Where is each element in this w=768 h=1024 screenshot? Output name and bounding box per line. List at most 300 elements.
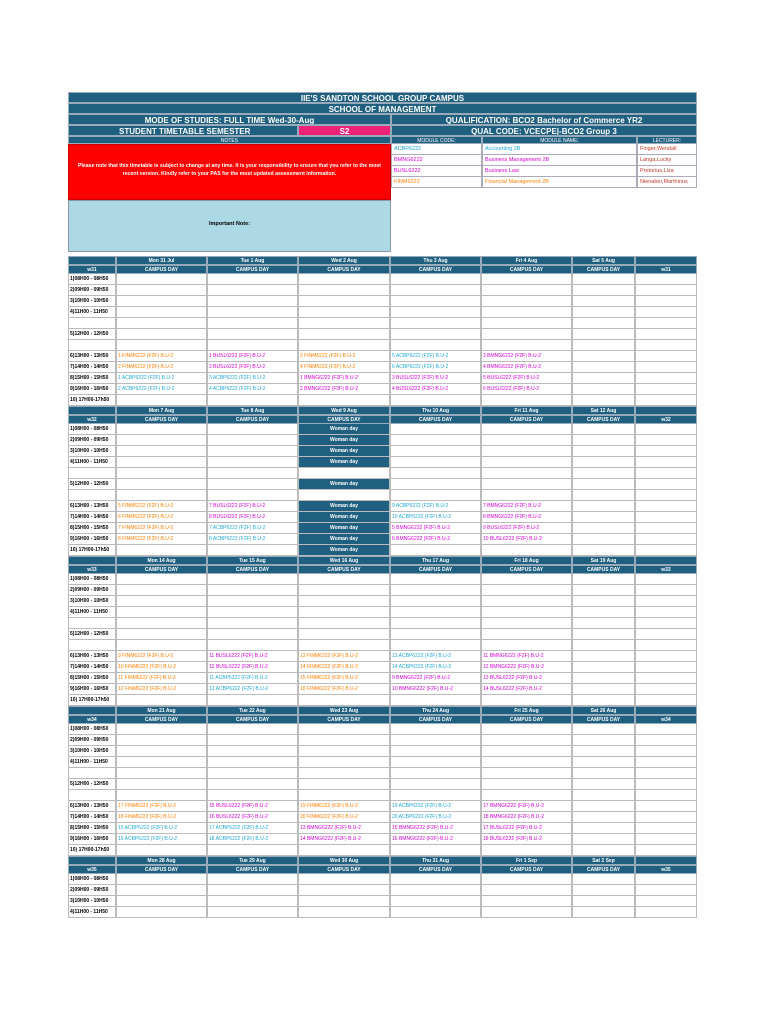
module-row: [391, 155, 697, 166]
timetable-cell: [207, 468, 298, 479]
timetable-cell: Woman day: [298, 501, 390, 512]
timetable-cell: 2 BMNG6222 (F2F) B.U-2: [298, 384, 390, 395]
timetable-cell: 5 BMNG6222 (F2F) B.U-2: [390, 523, 481, 534]
timeslot-row: [68, 618, 697, 629]
timetable-cell: 16 FINM6222 (F2F) B.U-2: [298, 684, 390, 695]
timetable-cell: [298, 340, 390, 351]
timetable-cell: [572, 362, 635, 373]
timetable-cell: [298, 768, 390, 779]
timetable-cell: [635, 757, 697, 768]
timeslot-label: 4)11H00 - 11H50: [68, 307, 116, 318]
timetable-cell: [390, 318, 481, 329]
timeslot-label: 5)12H00 - 12H50: [68, 479, 116, 490]
timetable-cell: [572, 684, 635, 695]
timetable-cell: [635, 318, 697, 329]
campus-day-label: CAMPUS DAY: [207, 865, 298, 874]
timetable-cell: [207, 318, 298, 329]
timetable-cell: [481, 618, 572, 629]
week-label: w33: [68, 565, 116, 574]
timetable-cell: [390, 424, 481, 435]
timetable-cell: [116, 457, 207, 468]
timetable-cell: [572, 329, 635, 340]
timetable-cell: [116, 607, 207, 618]
timeslot-label: 9)16H00 - 16H50: [68, 684, 116, 695]
lecturer-name: Pretorius,Liza: [637, 166, 697, 177]
timeslot-label: 4)11H00 - 11H50: [68, 457, 116, 468]
timetable-cell: 14 BUSL6222 (F2F) B.U-2: [481, 684, 572, 695]
timeslot-label: 2)09H00 - 09H50: [68, 285, 116, 296]
timetable-cell: [572, 607, 635, 618]
module-code: ACBP6222: [391, 144, 482, 155]
timetable-cell: [481, 307, 572, 318]
timetable-cell: [481, 545, 572, 556]
timetable-cell: [207, 596, 298, 607]
mode-of-studies: MODE OF STUDIES: FULL TIME Wed-30-Aug: [68, 114, 391, 125]
day-header: Fri 11 Aug: [481, 406, 572, 415]
timetable-cell: 17 FINM6222 (F2F) B.U-2: [116, 801, 207, 812]
timetable-cell: [207, 424, 298, 435]
timetable-cell: [207, 746, 298, 757]
timetable-cell: 5 BUSL6222 (F2F) B.U-2: [481, 373, 572, 384]
timetable-cell: [635, 724, 697, 735]
timetable-cell: 11 BMNG6222 (F2F) B.U-2: [481, 651, 572, 662]
timetable-cell: [298, 285, 390, 296]
campus-day-label: CAMPUS DAY: [116, 415, 207, 424]
timetable-cell: [298, 318, 390, 329]
campus-day-label: CAMPUS DAY: [298, 865, 390, 874]
timeslot-label: 7)14H00 - 14H50: [68, 362, 116, 373]
timetable-cell: [390, 468, 481, 479]
timetable-cell: [116, 479, 207, 490]
timetable-cell: 8 FINM6222 (F2F) B.U-2: [116, 534, 207, 545]
timeslot-row: [68, 512, 697, 523]
timeslot-row: [68, 373, 697, 384]
timetable-cell: [116, 340, 207, 351]
campus-day-label: CAMPUS DAY: [298, 565, 390, 574]
timeslot-row: [68, 446, 697, 457]
timetable-cell: [481, 468, 572, 479]
module-name-heading: MODULE NAME:: [482, 136, 637, 144]
timetable-cell: [390, 618, 481, 629]
timetable-cell: [481, 296, 572, 307]
day-header: Fri 18 Aug: [481, 556, 572, 565]
timeslot-label: [68, 340, 116, 351]
timetable-cell: [298, 896, 390, 907]
timetable-cell: [116, 618, 207, 629]
timetable-cell: [635, 629, 697, 640]
timeslot-row: [68, 629, 697, 640]
timeslot-label: 3)10H00 - 10H50: [68, 896, 116, 907]
day-header: Sat 5 Aug: [572, 256, 635, 265]
notice-banner: Please note that this timetable is subject to change at any time. It is your responsibility to ensure that you refer to the most recent version. Kindly refer to your PAS for the most updated assessment information.: [68, 144, 391, 200]
timetable-cell: 7 BUSL6222 (F2F) B.U-2: [207, 501, 298, 512]
campus-day-label: CAMPUS DAY: [390, 715, 481, 724]
module-name: Financial Management 2B: [482, 177, 637, 188]
timetable-cell: [635, 651, 697, 662]
timeslot-row: [68, 318, 697, 329]
timetable-cell: Woman day: [298, 446, 390, 457]
module-row: [391, 177, 697, 188]
timetable-cell: 16 BUSL6222 (F2F) B.U-2: [207, 812, 298, 823]
timetable-cell: [572, 457, 635, 468]
timetable-cell: [635, 512, 697, 523]
timetable-cell: 14 FINM6222 (F2F) B.U-2: [298, 662, 390, 673]
timetable-cell: 15 BMNG6222 (F2F) B.U-2: [390, 823, 481, 834]
timeslot-label: [68, 640, 116, 651]
module-name: Accounting 2B: [482, 144, 637, 155]
timetable-cell: 4 FINM6222 (F2F) B.U-2: [298, 362, 390, 373]
timetable-cell: [572, 896, 635, 907]
qual-code: QUAL CODE: VCECPE|-BCO2 Group 3: [391, 125, 697, 136]
timetable-cell: [207, 585, 298, 596]
timetable-cell: [572, 534, 635, 545]
timeslot-row: [68, 790, 697, 801]
timeslot-label: [68, 768, 116, 779]
timetable-cell: [116, 285, 207, 296]
timetable-cell: [298, 307, 390, 318]
week-block: [68, 406, 697, 556]
module-code: FINM6222: [391, 177, 482, 188]
timetable-cell: [572, 501, 635, 512]
timetable-cell: [116, 296, 207, 307]
timetable-cell: [635, 340, 697, 351]
timetable-cell: Woman day: [298, 424, 390, 435]
header-cell: [68, 256, 116, 265]
campus-day-label: CAMPUS DAY: [572, 265, 635, 274]
timeslot-row: [68, 501, 697, 512]
timetable-cell: [116, 640, 207, 651]
timetable-cell: [116, 746, 207, 757]
campus-day-label: CAMPUS DAY: [390, 265, 481, 274]
timetable-cell: 17 BMNG6222 (F2F) B.U-2: [481, 801, 572, 812]
timetable-cell: 18 ACBP6222 (F2F) B.U-2: [207, 834, 298, 845]
timetable-cell: 9 FINM6222 (F2F) B.U-2: [116, 651, 207, 662]
campus-day-label: CAMPUS DAY: [116, 265, 207, 274]
day-header: Mon 31 Jul: [116, 256, 207, 265]
timetable-cell: [390, 724, 481, 735]
timetable-cell: 9 ACBP6222 (F2F) B.U-2: [390, 501, 481, 512]
module-code-heading: MODULE CODE:: [391, 136, 482, 144]
timetable-cell: [635, 424, 697, 435]
timetable-cell: [481, 585, 572, 596]
header-cell: [68, 706, 116, 715]
timetable-cell: 19 FINM6222 (F2F) B.U-2: [298, 801, 390, 812]
timetable-cell: [390, 457, 481, 468]
campus-day-label: CAMPUS DAY: [572, 565, 635, 574]
timetable-cell: [481, 329, 572, 340]
module-row: [391, 166, 697, 177]
timeslot-row: [68, 329, 697, 340]
timetable-cell: [390, 274, 481, 285]
timetable-cell: [635, 746, 697, 757]
timetable-cell: [207, 490, 298, 501]
timeslot-label: [68, 468, 116, 479]
timetable-grid: [68, 256, 697, 918]
lecturer-name: Langa,Lucky: [637, 155, 697, 166]
timetable-cell: [390, 757, 481, 768]
timetable-cell: 7 FINM6222 (F2F) B.U-2: [116, 523, 207, 534]
timeslot-row: [68, 424, 697, 435]
timetable-cell: [572, 834, 635, 845]
timeslot-label: 9)16H00 - 16H50: [68, 834, 116, 845]
timetable-cell: [481, 790, 572, 801]
timetable-cell: [635, 351, 697, 362]
timetable-cell: [390, 896, 481, 907]
timetable-cell: [298, 874, 390, 885]
header-cell: [635, 256, 697, 265]
day-header: Tue 22 Aug: [207, 706, 298, 715]
timetable-cell: 4 ACBP6222 (F2F) B.U-2: [207, 384, 298, 395]
timeslot-label: 2)09H00 - 09H50: [68, 435, 116, 446]
day-header: Wed 9 Aug: [298, 406, 390, 415]
timetable-cell: [635, 735, 697, 746]
timetable-cell: [207, 768, 298, 779]
lecturer-name: Nienaber,Marthinus: [637, 177, 697, 188]
week-label: w34: [68, 715, 116, 724]
timetable-cell: [481, 490, 572, 501]
timetable-cell: [116, 468, 207, 479]
week-label: w31: [68, 265, 116, 274]
campus-day-label: CAMPUS DAY: [207, 715, 298, 724]
timeslot-row: [68, 384, 697, 395]
semester-label: STUDENT TIMETABLE SEMESTER: [68, 125, 298, 136]
timeslot-label: 8)15H00 - 15H50: [68, 523, 116, 534]
timeslot-row: [68, 340, 697, 351]
timetable-cell: [572, 746, 635, 757]
timetable-cell: 20 ACBP6222 (F2F) B.U-2: [390, 812, 481, 823]
day-header: Mon 28 Aug: [116, 856, 207, 865]
timetable-cell: 16 ACBP6222 (F2F) B.U-2: [116, 834, 207, 845]
timetable-cell: [635, 790, 697, 801]
timetable-cell: 11 ACBP6222 (F2F) B.U-2: [207, 673, 298, 684]
timeslot-label: 7)14H00 - 14H50: [68, 662, 116, 673]
timetable-cell: [572, 596, 635, 607]
timetable-cell: [635, 640, 697, 651]
timetable-cell: [116, 896, 207, 907]
campus-day-label: CAMPUS DAY: [116, 565, 207, 574]
timetable-cell: [635, 845, 697, 856]
timetable-cell: 3 FINM6222 (F2F) B.U-2: [298, 351, 390, 362]
timetable-cell: [481, 695, 572, 706]
timetable-cell: [481, 274, 572, 285]
timetable-cell: [116, 790, 207, 801]
timeslot-label: [68, 618, 116, 629]
timetable-cell: [572, 812, 635, 823]
timetable-cell: [298, 779, 390, 790]
day-header: Thu 3 Aug: [390, 256, 481, 265]
day-header: Tue 29 Aug: [207, 856, 298, 865]
timetable-cell: [481, 596, 572, 607]
timeslot-row: [68, 574, 697, 585]
timeslot-label: [68, 790, 116, 801]
timetable-cell: [298, 329, 390, 340]
timetable-cell: [116, 395, 207, 406]
timeslot-row: [68, 684, 697, 695]
timetable-cell: [390, 574, 481, 585]
timeslot-row: [68, 607, 697, 618]
timetable-cell: [635, 695, 697, 706]
timetable-cell: [481, 845, 572, 856]
timetable-cell: [481, 318, 572, 329]
timeslot-row: [68, 874, 697, 885]
timetable-cell: [390, 607, 481, 618]
timetable-cell: [207, 285, 298, 296]
week-label: w32: [68, 415, 116, 424]
timetable-cell: [207, 618, 298, 629]
timetable-cell: [635, 596, 697, 607]
timetable-cell: 6 ACBP6222 (F2F) B.U-2: [390, 362, 481, 373]
timetable-cell: [116, 574, 207, 585]
timetable-cell: [572, 340, 635, 351]
lecturer-name: Finger,Wendall: [637, 144, 697, 155]
timetable-cell: [481, 340, 572, 351]
day-header: Wed 2 Aug: [298, 256, 390, 265]
timetable-cell: 13 ACBP6222 (F2F) B.U-2: [390, 651, 481, 662]
timetable-cell: [390, 545, 481, 556]
timetable-cell: 6 FINM6222 (F2F) B.U-2: [116, 512, 207, 523]
timetable-cell: [390, 874, 481, 885]
header-cell: [68, 856, 116, 865]
timeslot-row: [68, 896, 697, 907]
timeslot-label: [68, 490, 116, 501]
timetable-cell: [635, 885, 697, 896]
timetable-cell: [481, 757, 572, 768]
timetable-cell: [481, 446, 572, 457]
timetable-cell: [207, 435, 298, 446]
timetable-cell: [116, 490, 207, 501]
notes-heading: NOTES: [68, 136, 391, 144]
timetable-cell: [572, 629, 635, 640]
day-header: Fri 4 Aug: [481, 256, 572, 265]
timetable-cell: [572, 907, 635, 918]
timetable-cell: [116, 329, 207, 340]
timeslot-label: 8)15H00 - 15H50: [68, 823, 116, 834]
timetable-cell: [207, 735, 298, 746]
timetable-cell: 6 BMNG6222 (F2F) B.U-2: [390, 534, 481, 545]
module-list: [391, 144, 697, 200]
timetable-cell: [635, 490, 697, 501]
day-header: Sat 19 Aug: [572, 556, 635, 565]
timetable-cell: [481, 768, 572, 779]
timetable-cell: [207, 724, 298, 735]
week-label: w34: [635, 715, 697, 724]
timetable-cell: [635, 479, 697, 490]
timetable-cell: [635, 684, 697, 695]
day-header: Mon 7 Aug: [116, 406, 207, 415]
timetable-header: [68, 92, 697, 252]
timetable-cell: 16 BMNG6222 (F2F) B.U-2: [390, 834, 481, 845]
timeslot-row: [68, 907, 697, 918]
timetable-cell: 1 BMNG6222 (F2F) B.U-2: [298, 373, 390, 384]
timetable-cell: [116, 307, 207, 318]
timetable-cell: 9 BUSL6222 (F2F) B.U-2: [481, 523, 572, 534]
timetable-cell: [207, 329, 298, 340]
timeslot-label: 2)09H00 - 09H50: [68, 885, 116, 896]
timetable-cell: [298, 885, 390, 896]
timetable-cell: [572, 585, 635, 596]
timetable-cell: [481, 479, 572, 490]
timetable-cell: [635, 285, 697, 296]
timetable-cell: [298, 790, 390, 801]
timetable-cell: [390, 585, 481, 596]
timeslot-label: 2)09H00 - 09H50: [68, 735, 116, 746]
timeslot-row: [68, 885, 697, 896]
timetable-cell: [572, 479, 635, 490]
timetable-cell: [481, 629, 572, 640]
timetable-cell: 2 ACBP6222 (F2F) B.U-2: [116, 384, 207, 395]
timeslot-row: [68, 662, 697, 673]
timetable-cell: 4 BUSL6222 (F2F) B.U-2: [390, 384, 481, 395]
timeslot-row: [68, 812, 697, 823]
campus-day-label: CAMPUS DAY: [572, 865, 635, 874]
timetable-cell: [481, 874, 572, 885]
timetable-cell: [635, 373, 697, 384]
timetable-cell: [390, 596, 481, 607]
timetable-cell: [116, 845, 207, 856]
timeslot-row: [68, 640, 697, 651]
timetable-cell: Woman day: [298, 545, 390, 556]
day-header: Mon 21 Aug: [116, 706, 207, 715]
timetable-cell: 12 FINM6222 (F2F) B.U-2: [116, 684, 207, 695]
campus-day-label: CAMPUS DAY: [298, 715, 390, 724]
timetable-cell: [572, 384, 635, 395]
timetable-cell: [390, 790, 481, 801]
timeslot-row: [68, 307, 697, 318]
timetable-cell: [207, 874, 298, 885]
timetable-cell: [572, 307, 635, 318]
timetable-cell: [390, 746, 481, 757]
timetable-cell: [298, 907, 390, 918]
timetable-cell: [481, 724, 572, 735]
timetable-cell: [635, 534, 697, 545]
timetable-cell: 5 FINM6222 (F2F) B.U-2: [116, 501, 207, 512]
timetable-cell: 17 ACBP6222 (F2F) B.U-2: [207, 823, 298, 834]
timetable-cell: [116, 907, 207, 918]
timetable-cell: 17 BUSL6222 (F2F) B.U-2: [481, 823, 572, 834]
timetable-cell: [390, 395, 481, 406]
timetable-cell: [390, 340, 481, 351]
timetable-cell: [116, 545, 207, 556]
timetable-cell: [635, 662, 697, 673]
timeslot-label: 1)08H00 - 08H50: [68, 724, 116, 735]
timetable-cell: [635, 545, 697, 556]
timetable-cell: 1 BUSL6222 (F2F) B.U-2: [207, 351, 298, 362]
timetable-cell: [481, 896, 572, 907]
timetable-cell: [390, 629, 481, 640]
timetable-cell: [572, 724, 635, 735]
timetable-cell: [298, 395, 390, 406]
timeslot-row: [68, 362, 697, 373]
timetable-cell: [207, 457, 298, 468]
week-label: w35: [635, 865, 697, 874]
timetable-cell: 2 BUSL6222 (F2F) B.U-2: [207, 362, 298, 373]
timetable-cell: [207, 607, 298, 618]
timetable-cell: [572, 446, 635, 457]
timetable-cell: [207, 907, 298, 918]
timetable-cell: [116, 695, 207, 706]
timetable-cell: [116, 424, 207, 435]
timetable-cell: 11 BUSL6222 (F2F) B.U-2: [207, 651, 298, 662]
timetable-cell: Woman day: [298, 523, 390, 534]
timetable-cell: [298, 607, 390, 618]
timetable-cell: [635, 896, 697, 907]
timetable-cell: [481, 285, 572, 296]
timetable-cell: 7 BMNG6222 (F2F) B.U-2: [481, 501, 572, 512]
timetable-cell: [572, 351, 635, 362]
day-header: Thu 17 Aug: [390, 556, 481, 565]
timetable-cell: [207, 545, 298, 556]
timetable-cell: [116, 596, 207, 607]
